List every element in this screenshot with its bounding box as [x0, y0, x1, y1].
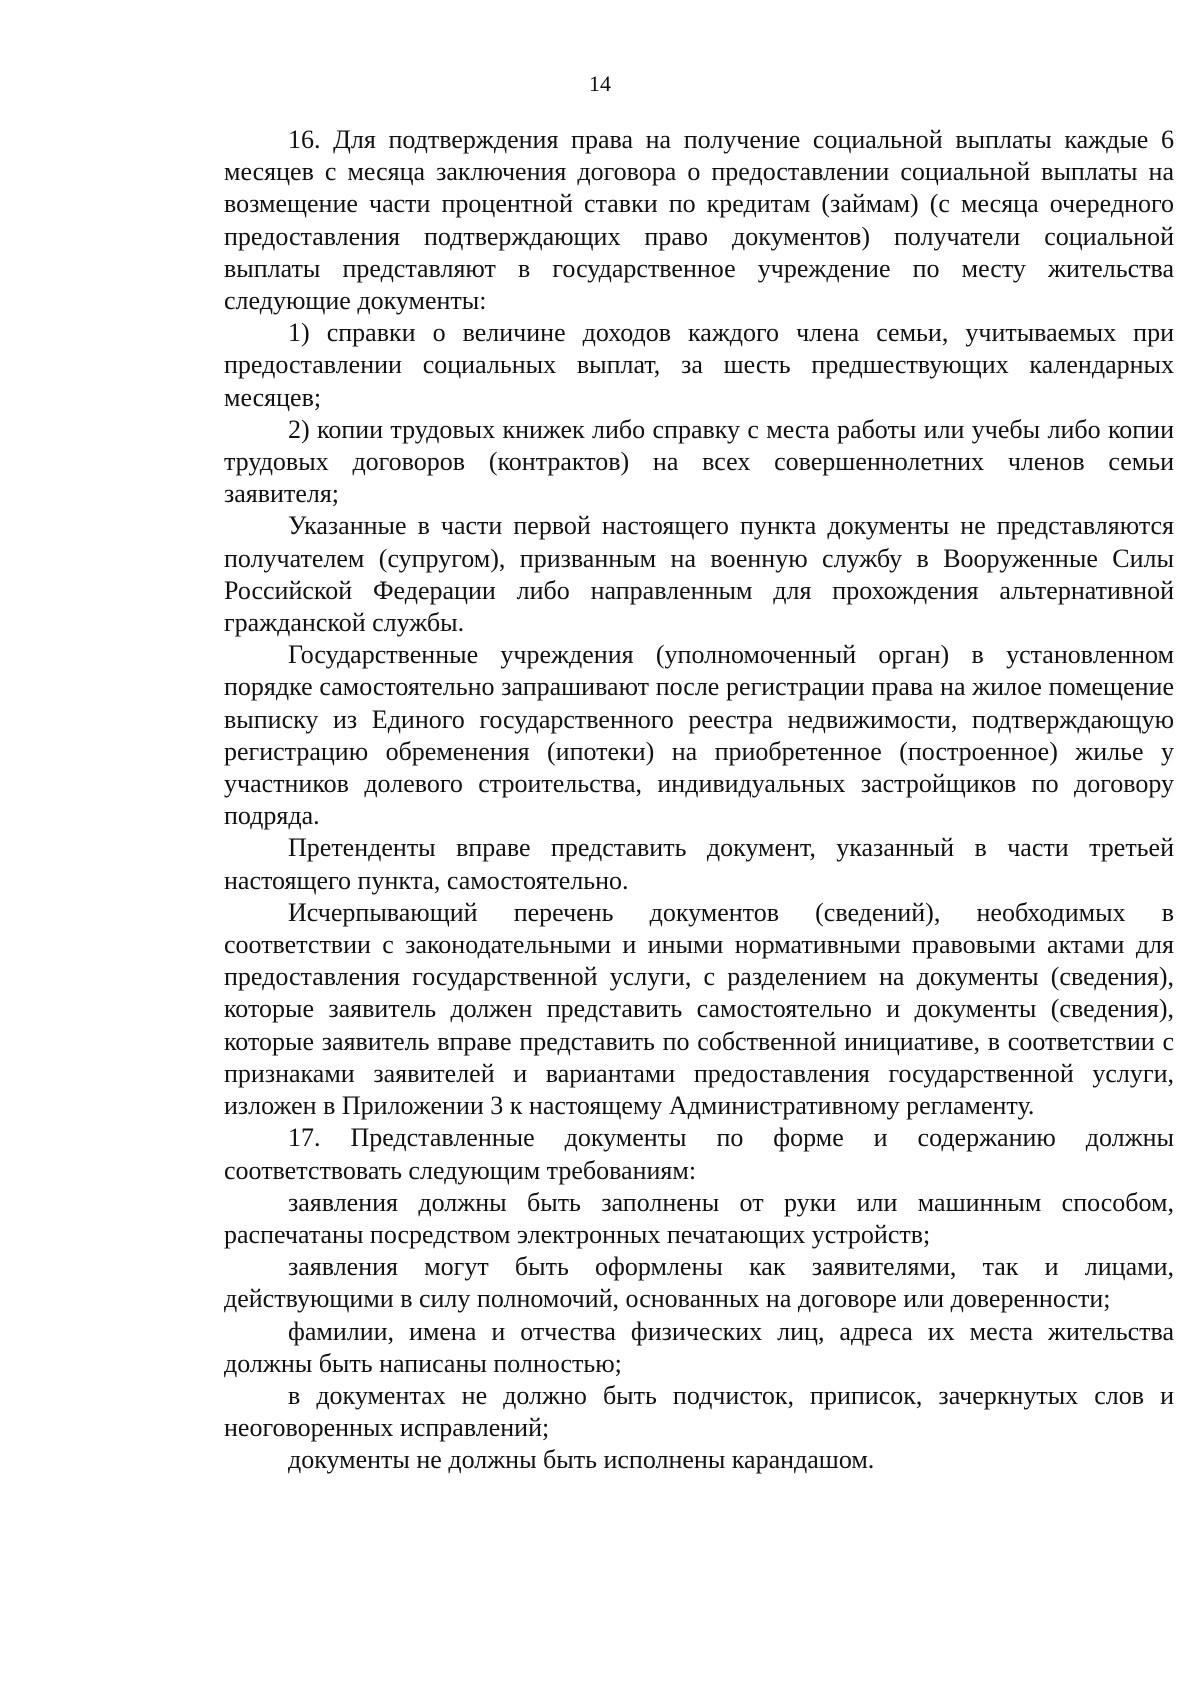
paragraph-requirement-4: в документах не должно быть подчисток, приписок, зачеркнутых слов и неоговоренных исправлений; [224, 1380, 1174, 1443]
page-number: 14 [589, 71, 611, 96]
paragraph-state-institutions: Государственные учреждения (уполномоченный орган) в установленном порядке самостоятельно запрашивают после регистрации права на жилое помещение выписку из Единого государственного реестра недвижимости, подтверждающую регистрацию обременения (ипотеки) на приобретенное (построенное) жилье у участников долевого строительства, индивидуальных застройщиков по договору подряда. [224, 640, 1174, 831]
paragraph-item-1: 1) справки о величине доходов каждого члена семьи, учитываемых при предоставлении социальных выплат, за шесть предшествующих календарных месяцев; [224, 318, 1174, 412]
paragraph-16-intro: 16. Для подтверждения права на получение социальной выплаты каждые 6 месяцев с месяца заключения договора о предоставлении социальной выплаты на возмещение части процентной ставки по кредитам (займам) (с месяца очередного предоставления подтверждающих право документов) получатели социальной выплаты представляют в государственное учреждение по месту жительства следующие документы: [224, 125, 1174, 316]
paragraph-document-list: Исчерпывающий перечень документов (сведений), необходимых в соответствии с законодательными и иными нормативными правовыми актами для предоставления государственной услуги, с разделением на документы (сведения), которые заявитель должен представить самостоятельно и документы (сведения), которые заявитель вправе представить по собственной инициативе, в соответствии с признаками заявителей и вариантами предоставления государственной услуги, изложен в Приложении 3 к настоящему Административному регламенту. [224, 897, 1174, 1121]
paragraph-exemption: Указанные в части первой настоящего пункта документы не представляются получателем (супругом), призванным на военную службу в Вооруженные Силы Российской Федерации либо направленным для прохождения альтернативной гражданской службы. [224, 511, 1174, 638]
paragraph-requirement-1: заявления должны быть заполнены от руки или машинным способом, распечатаны посредством электронных печатающих устройств; [224, 1187, 1174, 1249]
paragraph-requirement-3: фамилии, имена и отчества физических лиц, адреса их места жительства должны быть написаны полностью; [224, 1316, 1174, 1378]
paragraph-requirement-2: заявления могут быть оформлены как заявителями, так и лицами, действующими в силу полномочий, основанных на договоре или доверенности; [224, 1252, 1174, 1314]
paragraph-item-2: 2) копии трудовых книжек либо справку с места работы или учебы либо копии трудовых договоров (контрактов) на всех совершеннолетних членов семьи заявителя; [224, 414, 1174, 509]
paragraph-17-intro: 17. Представленные документы по форме и содержанию должны соответствовать следующим требованиям: [224, 1123, 1174, 1185]
document-body [224, 124, 1174, 1477]
paragraph-applicants-right: Претенденты вправе представить документ, указанный в части третьей настоящего пункта, самостоятельно. [224, 833, 1174, 895]
paragraph-requirement-5: документы не должны быть исполнены карандашом. [288, 1445, 875, 1475]
